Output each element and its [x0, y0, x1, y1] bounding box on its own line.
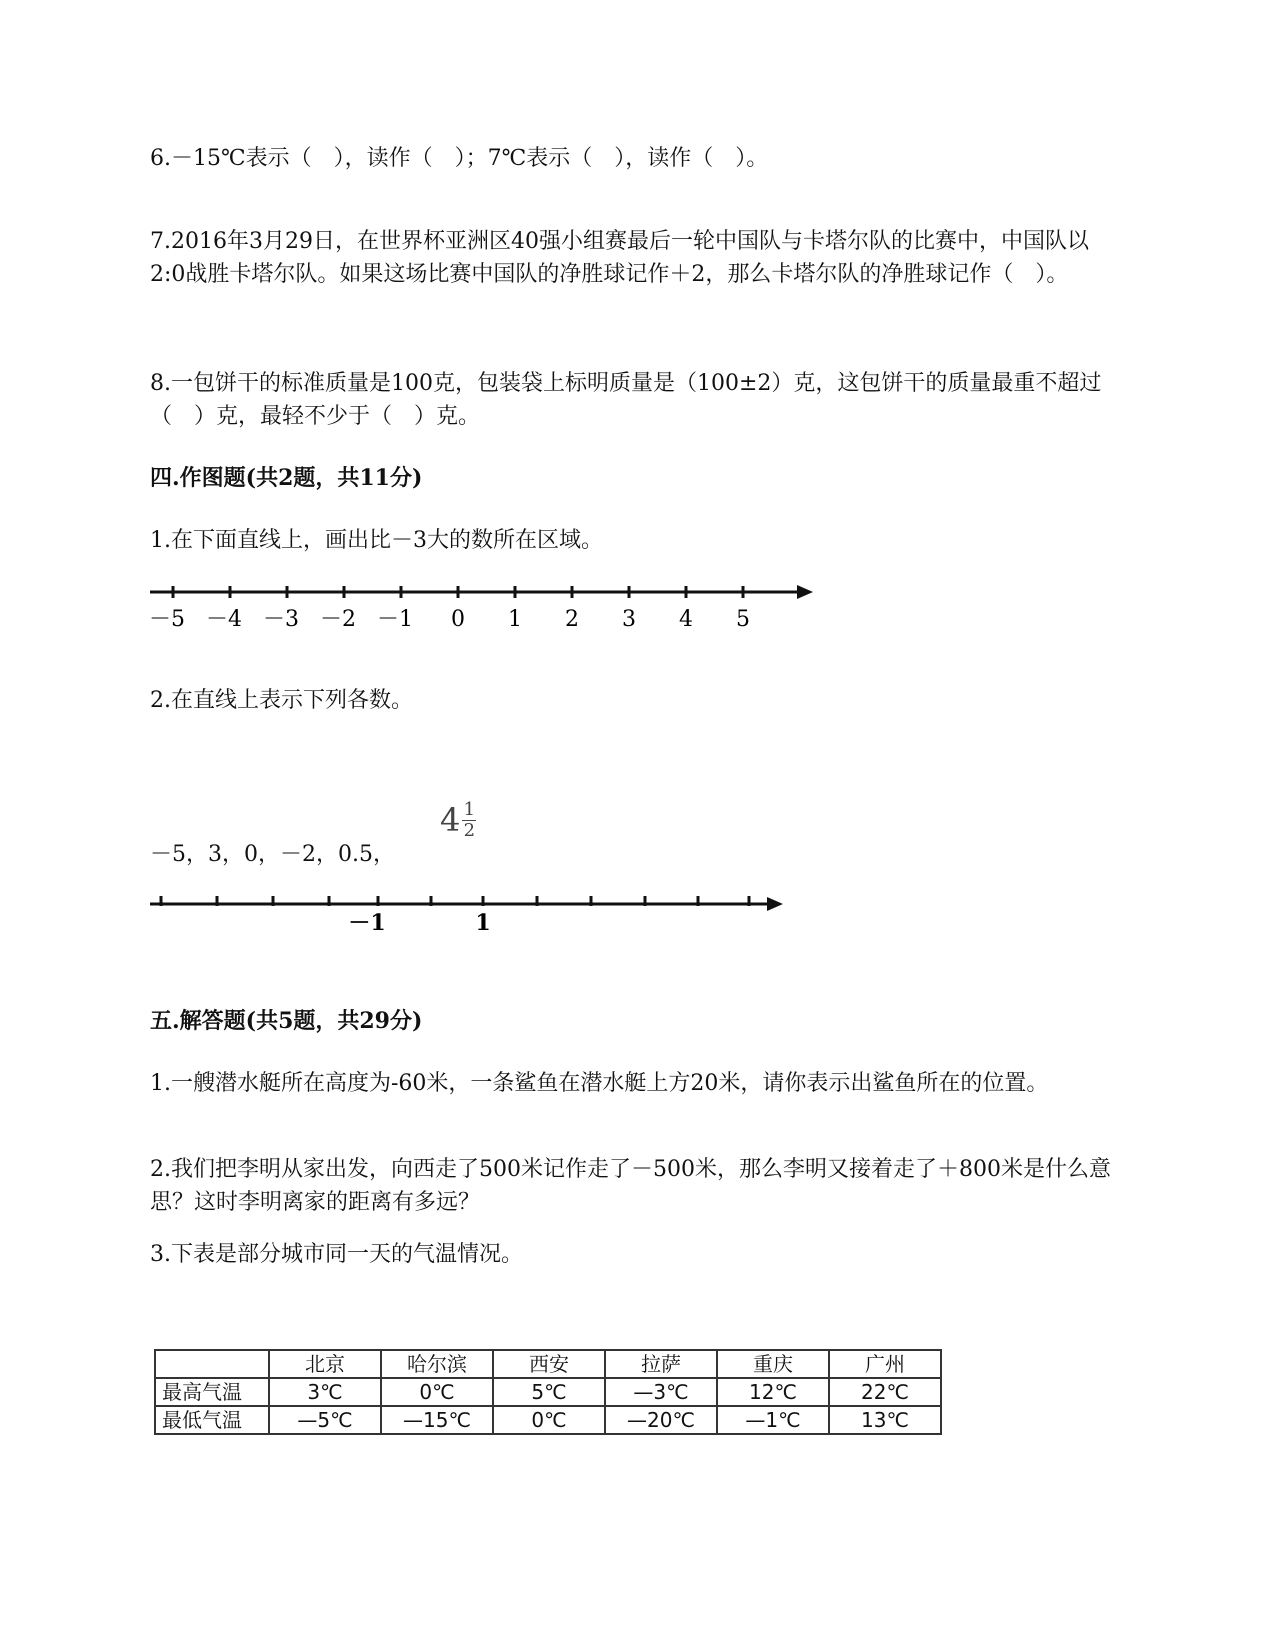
- temperature-table: [154, 1349, 942, 1435]
- section-4-question-1: 1.在下面直线上，画出比－3大的数所在区域。: [150, 528, 603, 553]
- numbers-to-plot: －5，3，0，－2，0.5，: [150, 842, 395, 867]
- table-city-header: 广州: [829, 1350, 941, 1378]
- number-line-1-label: 1: [508, 607, 522, 632]
- table-city-header: 西安: [493, 1350, 605, 1378]
- table-cell: —15℃: [381, 1406, 493, 1434]
- number-line-2-label: －1: [348, 910, 386, 936]
- table-cell: —3℃: [605, 1378, 717, 1406]
- table-row: [155, 1406, 941, 1434]
- table-city-header: 哈尔滨: [381, 1350, 493, 1378]
- fraction-numerator: 1: [463, 798, 476, 820]
- question-6: 6.－15℃表示（ ），读作（ ）；7℃表示（ ），读作（ ）。: [150, 146, 769, 171]
- table-cell: 0℃: [381, 1378, 493, 1406]
- section-4-title: 四.作图题(共2题，共11分): [150, 465, 423, 491]
- number-line-1-arrow: [797, 585, 813, 599]
- table-cell: —20℃: [605, 1406, 717, 1434]
- number-line-2: [145, 890, 805, 940]
- number-line-1-label: 3: [622, 607, 636, 632]
- number-line-1-label: －4: [206, 607, 242, 632]
- mixed-number-fraction: [462, 798, 476, 841]
- table-city-header: 重庆: [717, 1350, 829, 1378]
- number-line-1-label: －3: [263, 607, 299, 632]
- table-cell: 12℃: [717, 1378, 829, 1406]
- question-7: 7.2016年3月29日，在世界杯亚洲区40强小组赛最后一轮中国队与卡塔尔队的比赛中，中国队以2:0战胜卡塔尔队。如果这场比赛中国队的净胜球记作＋2，那么卡塔尔队的净胜球记作（ ）。: [150, 229, 1089, 287]
- table-row: [155, 1378, 941, 1406]
- mixed-number: [440, 795, 476, 845]
- table-cell: —1℃: [717, 1406, 829, 1434]
- number-line-1-label: 2: [565, 607, 579, 632]
- table-city-header: 北京: [269, 1350, 381, 1378]
- number-line-1: [145, 580, 825, 640]
- table-cell: —5℃: [269, 1406, 381, 1434]
- fraction-denominator: 2: [463, 819, 476, 841]
- number-line-1-label: －5: [149, 607, 185, 632]
- table-header-row: [155, 1350, 941, 1378]
- table-city-header: 拉萨: [605, 1350, 717, 1378]
- table-cell: 22℃: [829, 1378, 941, 1406]
- table-cell: 3℃: [269, 1378, 381, 1406]
- section-4-question-2: 2.在直线上表示下列各数。: [150, 688, 413, 713]
- question-8: 8.一包饼干的标准质量是100克，包装袋上标明质量是（100±2）克，这包饼干的质量最重不超过（ ）克，最轻不少于（ ）克。: [150, 371, 1102, 429]
- section-5-question-1: 1.一艘潜水艇所在高度为-60米，一条鲨鱼在潜水艇上方20米，请你表示出鲨鱼所在的位置。: [150, 1071, 1049, 1096]
- number-line-1-label: 4: [679, 607, 693, 632]
- section-5-title: 五.解答题(共5题，共29分): [150, 1008, 423, 1034]
- number-line-1-label: 0: [451, 607, 465, 632]
- mixed-number-whole: 4: [440, 801, 461, 839]
- table-row-label: 最高气温: [155, 1378, 269, 1406]
- section-5-question-2: 2.我们把李明从家出发，向西走了500米记作走了－500米，那么李明又接着走了＋800米是什么意思？这时李明离家的距离有多远？: [150, 1157, 1111, 1215]
- number-line-2-arrow: [767, 897, 783, 911]
- table-cell: 13℃: [829, 1406, 941, 1434]
- table-cell: 0℃: [493, 1406, 605, 1434]
- table-row-label: 最低气温: [155, 1406, 269, 1434]
- section-5-question-3: 3.下表是部分城市同一天的气温情况。: [150, 1242, 523, 1267]
- number-line-2-label: 1: [475, 910, 491, 936]
- number-line-1-label: 5: [736, 607, 750, 632]
- table-corner-cell: [155, 1350, 269, 1378]
- table-cell: 5℃: [493, 1378, 605, 1406]
- number-line-1-label: －1: [377, 607, 413, 632]
- number-line-1-label: －2: [320, 607, 356, 632]
